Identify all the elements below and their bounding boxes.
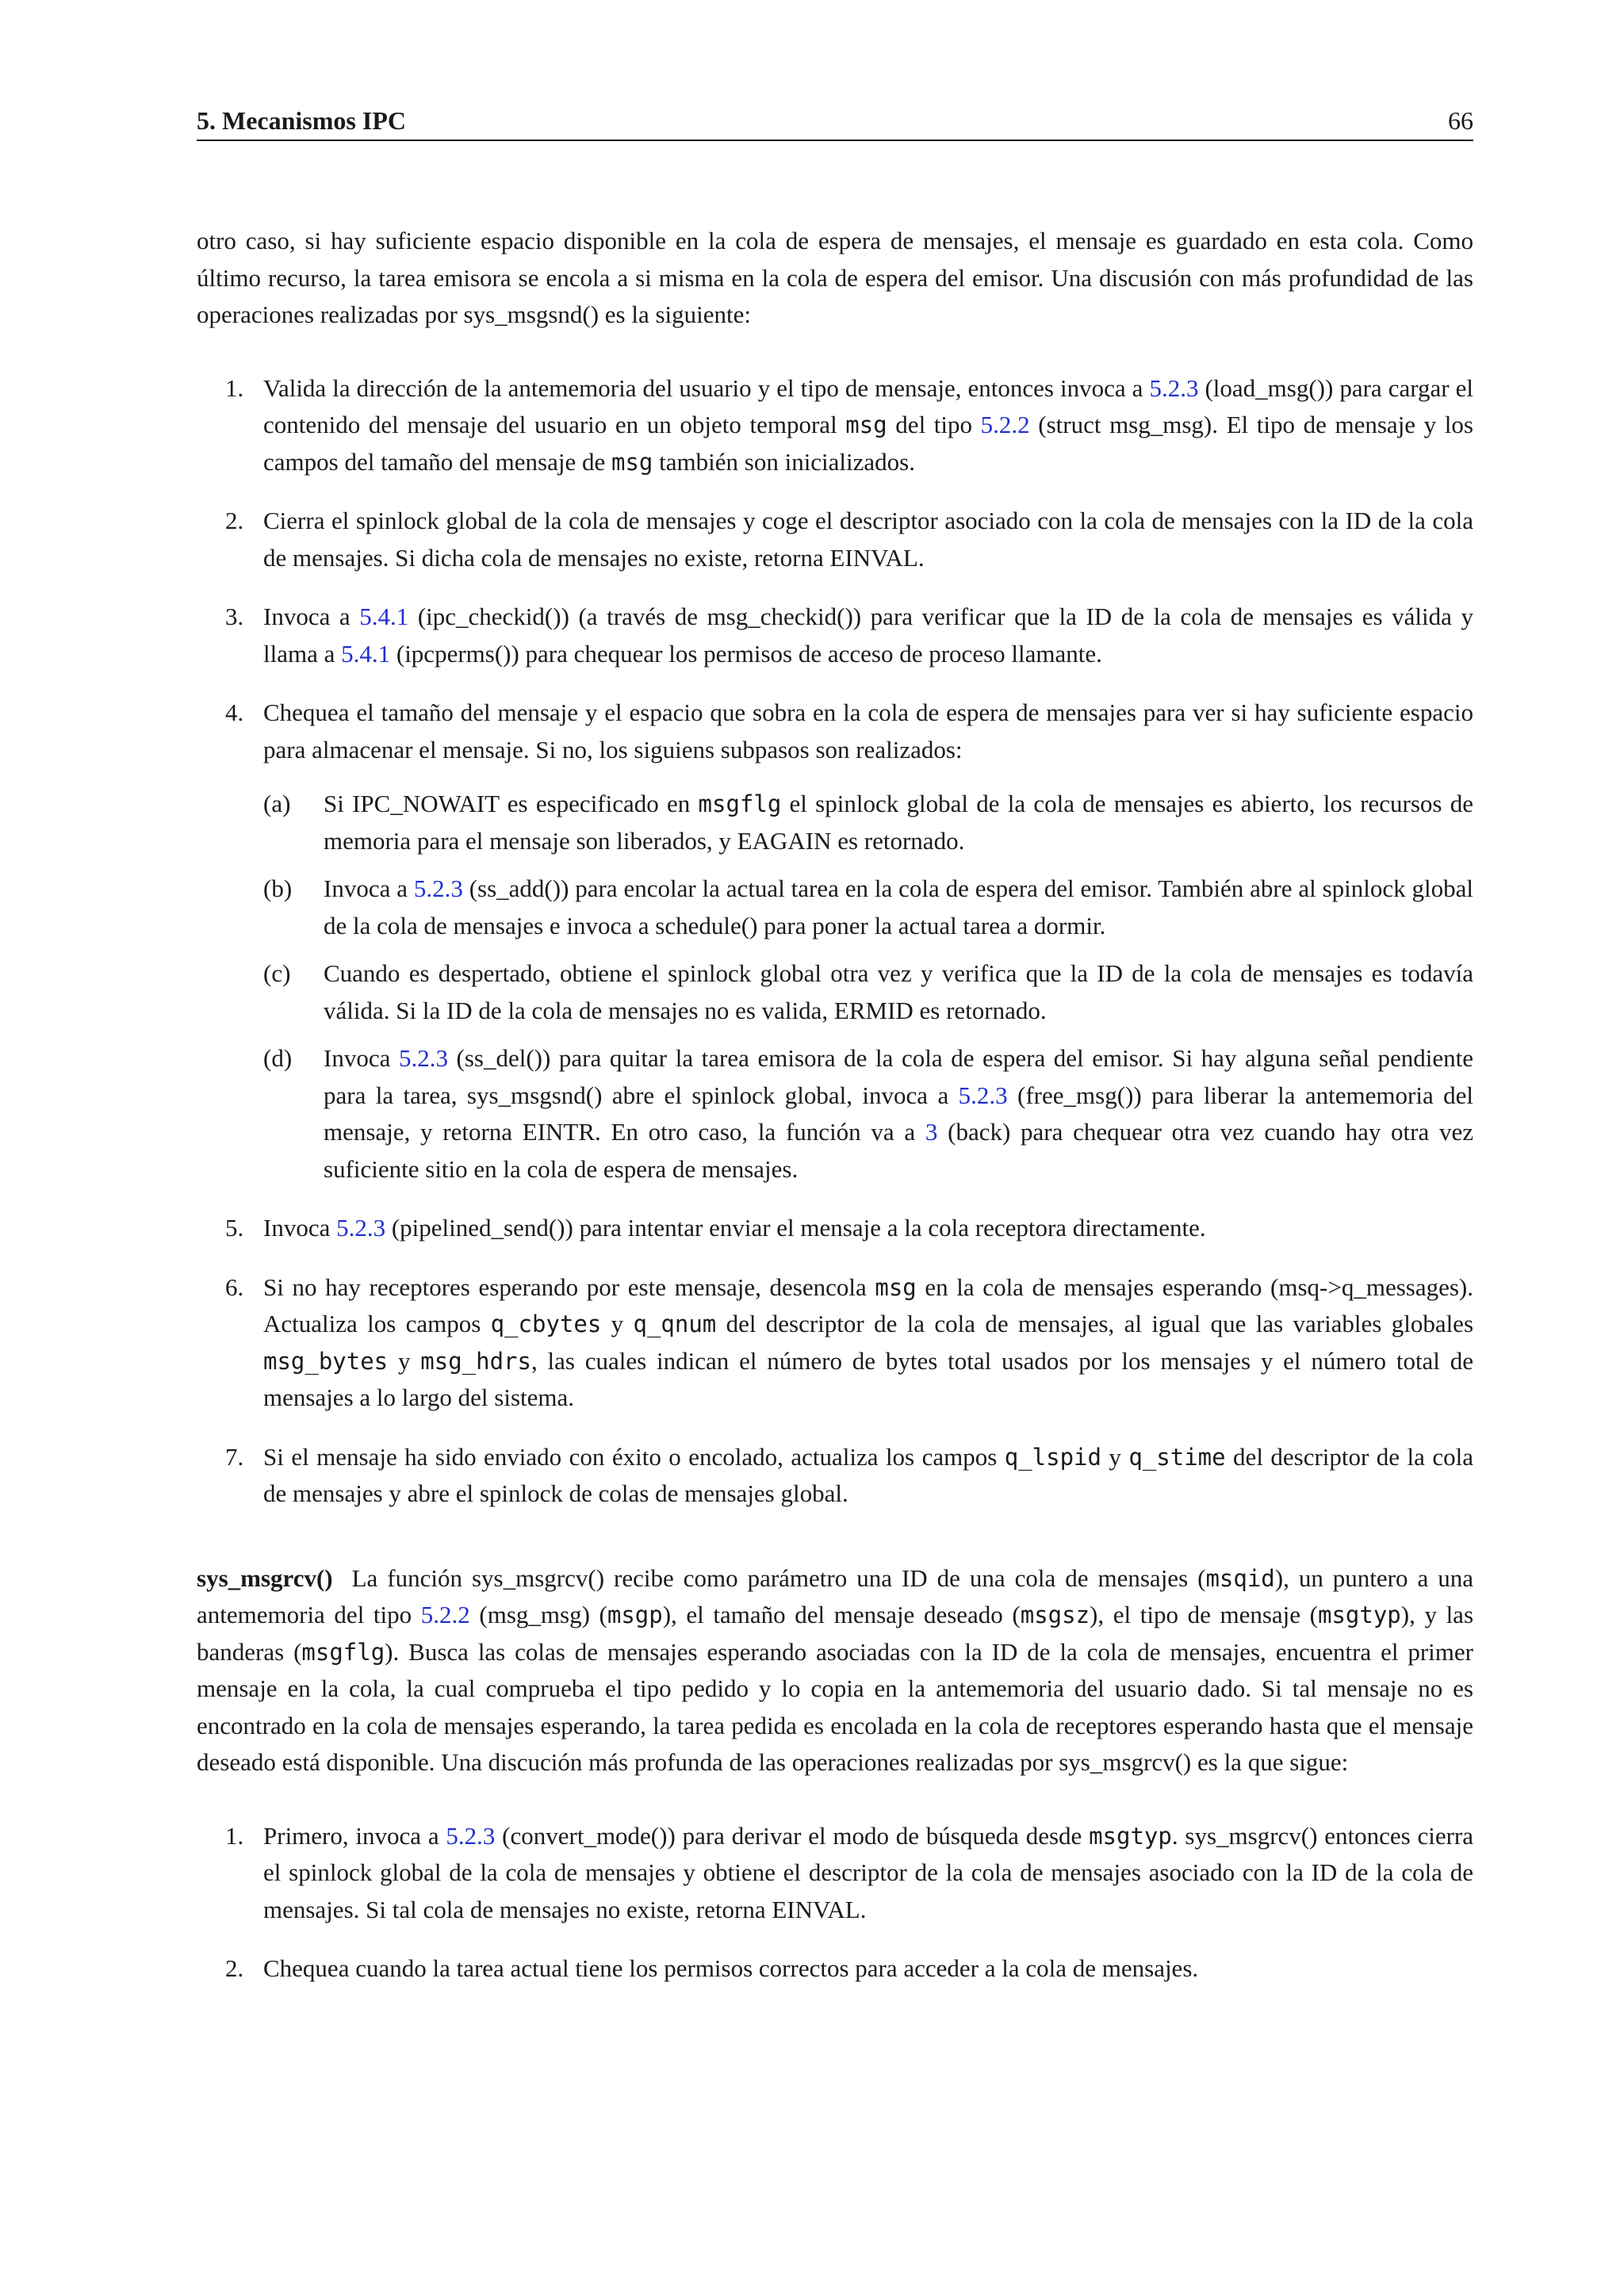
msgsnd-steps-list (197, 370, 1473, 1513)
cross-reference-link[interactable]: 3 (925, 1118, 938, 1146)
list-item: 3. Invoca a 5.4.1 (ipc_checkid()) (a través de msg_checkid()) para verificar que la ID de la cola de mensajes es válida y llama a 5.4.1 (ipcperms()) para chequear los permisos de acceso de proceso llamante. (197, 599, 1473, 672)
item-number: 6. (225, 1272, 244, 1301)
cross-reference-link[interactable]: 5.2.3 (398, 1044, 448, 1072)
list-item: 4. Chequea el tamaño del mensaje y el espacio que sobra en la cola de espera de mensajes para ver si hay suficiente espacio para almacenar el mensaje. Si no, los siguiens subpasos son realizados: (a) Si IPC_NOWAIT es especificado en msgflg el spinlock global de la cola de mensajes es abierto, los recursos de memoria para el mensaje son liberados, y EAGAIN es retornado. (b) Invoca a 5.2.3 (ss_add()) para encolar la actual tarea en la cola de espera del emisor. También abre al spinlock global de la cola de mensajes e invoca a schedule() para poner la actual tarea a dormir. (c) Cuando es despertado, obtiene el spinlock global otra vez y verifica que la ID de la cola de mensajes es todavía válida. Si la ID de la cola de mensajes no es valida, ERMID es retornado. (d) Invoca 5.2.3 (ss_del()) para quitar la tarea emisora de la cola de espera del emisor. Si hay alguna señal pendiente para la tarea, sys_msgsnd() abre el spinlock global, invoca a 5.2.3 (free_msg()) para liberar la antememoria del mensaje, y retorna EINTR. En otro caso, la función va a 3 (back) para chequear otra vez cuando hay otra vez suficiente sitio en la cola de espera de mensajes. (197, 695, 1473, 1188)
item-number: 5. (225, 1214, 244, 1242)
code-inline: msg (611, 448, 653, 476)
code-inline: msg_hdrs (420, 1347, 531, 1375)
code-inline: msgtyp (1089, 1822, 1172, 1850)
list-item: 2. Cierra el spinlock global de la cola de mensajes y coge el descriptor asociado con la cola de mensajes con la ID de la cola de mensajes. Si dicha cola de mensajes no existe, retorna EINVAL. (197, 503, 1473, 576)
chapter-title: 5. Mecanismos IPC (197, 106, 406, 135)
code-inline: msg (845, 411, 887, 438)
code-inline: msgp (607, 1601, 663, 1628)
sublist-item: (d) Invoca 5.2.3 (ss_del()) para quitar la tarea emisora de la cola de espera del emisor. Si hay alguna señal pendiente para la tarea, sys_msgsnd() abre el spinlock global, invoca a 5.2.3 (free_msg()) para liberar la antememoria del mensaje, y retorna EINTR. En otro caso, la función va a 3 (back) para chequear otra vez cuando hay otra vez suficiente sitio en la cola de espera de mensajes. (263, 1040, 1473, 1188)
code-inline: msgflg (301, 1638, 385, 1666)
intro-paragraph: otro caso, si hay suficiente espacio disponible en la cola de espera de mensajes, el mensaje es guardado en esta cola. Como último recurso, la tarea emisora se encola a si misma en la cola de espera del emisor. Una discusión con más profundidad de las operaciones realizadas por sys_msgsnd() es la siguiente: (197, 227, 1473, 328)
item-number: 2. (225, 507, 244, 534)
item-number: 3. (225, 603, 244, 630)
list-item: 1. Valida la dirección de la antememoria del usuario y el tipo de mensaje, entonces invoca a 5.2.3 (load_msg()) para cargar el contenido del mensaje del usuario en un objeto temporal msg del tipo 5.2.2 (struct msg_msg). El tipo de mensaje y los campos del tamaño del mensaje de msg también son inicializados. (197, 370, 1473, 481)
item-number: 4. (225, 698, 244, 726)
cross-reference-link[interactable]: 5.2.2 (420, 1601, 470, 1628)
cross-reference-link[interactable]: 5.2.3 (336, 1214, 386, 1242)
cross-reference-link[interactable]: 5.2.3 (958, 1081, 1008, 1109)
cross-reference-link[interactable]: 5.2.3 (446, 1821, 496, 1850)
code-inline: msg (875, 1273, 917, 1301)
item-number: 2. (225, 1954, 244, 1982)
list-item: 5. Invoca 5.2.3 (pipelined_send()) para intentar enviar el mensaje a la cola receptora directamente. (197, 1210, 1473, 1247)
code-inline: msgflg (698, 790, 782, 817)
list-item: 7. Si el mensaje ha sido enviado con éxito o encolado, actualiza los campos q_lspid y q_stime del descriptor de la cola de mensajes y abre el spinlock de colas de mensajes global. (197, 1439, 1473, 1513)
list-item: 6. Si no hay receptores esperando por este mensaje, desencola msg en la cola de mensajes esperando (msq->q_messages). Actualiza los campos q_cbytes y q_qnum del descriptor de la cola de mensajes, al igual que las variables globales msg_bytes y msg_hdrs, las cuales indican el número de bytes total usados por los mensajes y el número total de mensajes a lo largo del sistema. (197, 1269, 1473, 1417)
cross-reference-link[interactable]: 5.4.1 (341, 639, 391, 668)
msgrcv-steps-list (197, 1818, 1473, 1988)
code-inline: q_cbytes (490, 1311, 602, 1337)
cross-reference-link[interactable]: 5.4.1 (359, 603, 409, 630)
item-letter: (b) (263, 874, 293, 902)
item-number: 7. (225, 1442, 244, 1471)
page-number: 66 (1448, 106, 1473, 135)
list-item: 1. Primero, invoca a 5.2.3 (convert_mode()) para derivar el modo de búsqueda desde msgtyp. sys_msgrcv() entonces cierra el spinlock global de la cola de mensajes y obtiene el descriptor de la cola de mensajes asociado con la ID de la cola de mensajes. Si tal cola de mensajes no existe, retorna EINVAL. (197, 1818, 1473, 1929)
code-inline: msgsz (1020, 1601, 1090, 1628)
code-inline: q_stime (1128, 1443, 1226, 1471)
sublist-item: (b) Invoca a 5.2.3 (ss_add()) para encolar la actual tarea en la cola de espera del emisor. También abre al spinlock global de la cola de mensajes e invoca a schedule() para poner la actual tarea a dormir. (263, 871, 1473, 944)
sublist-item: (a) Si IPC_NOWAIT es especificado en msgflg el spinlock global de la cola de mensajes es abierto, los recursos de memoria para el mensaje son liberados, y EAGAIN es retornado. (263, 786, 1473, 859)
cross-reference-link[interactable]: 5.2.3 (1149, 373, 1199, 402)
item-letter: (a) (263, 790, 291, 817)
substeps-list (263, 786, 1473, 1188)
item-letter: (d) (263, 1044, 293, 1072)
item-number: 1. (225, 373, 244, 402)
code-inline: q_lspid (1004, 1443, 1101, 1471)
section-title: sys_msgrcv() (197, 1563, 333, 1592)
msgrcv-paragraph: sys_msgrcv() La función sys_msgrcv() recibe como parámetro una ID de una cola de mensajes (msqid), un puntero a una antememoria del tipo 5.2.2 (msg_msg) (msgp), el tamaño del mensaje deseado (msgsz), el tipo de mensaje (msgtyp), y las banderas (msgflg). Busca las colas de mensajes esperando asociadas con la ID de la cola de mensajes, encuentra el primer mensaje en la cola, la cual comprueba el tipo pedido y lo copia en la antememoria del usuario dado. Si tal mensaje no es encontrado en la cola de mensajes esperando, la tarea pedida es encolada en la cola de receptores esperando hasta que el mensaje deseado está disponible. Una discución más profunda de las operaciones realizadas por sys_msgrcv() es la que sigue: (197, 1563, 1474, 1776)
page-body (197, 223, 1473, 1988)
cross-reference-link[interactable]: 5.2.3 (413, 874, 463, 902)
cross-reference-link[interactable]: 5.2.2 (980, 411, 1030, 438)
code-inline: msqid (1205, 1564, 1275, 1592)
code-inline: q_qnum (633, 1311, 717, 1337)
sublist-item: (c) Cuando es despertado, obtiene el spinlock global otra vez y verifica que la ID de la cola de mensajes es todavía válida. Si la ID de la cola de mensajes no es valida, ERMID es retornado. (263, 955, 1473, 1029)
code-inline: msg_bytes (263, 1347, 389, 1375)
running-header (197, 101, 1473, 141)
item-number: 1. (225, 1821, 244, 1850)
list-item: 2. Chequea cuando la tarea actual tiene los permisos correctos para acceder a la cola de mensajes. (197, 1950, 1473, 1988)
item-letter: (c) (263, 959, 291, 987)
code-inline: msgtyp (1317, 1601, 1401, 1628)
